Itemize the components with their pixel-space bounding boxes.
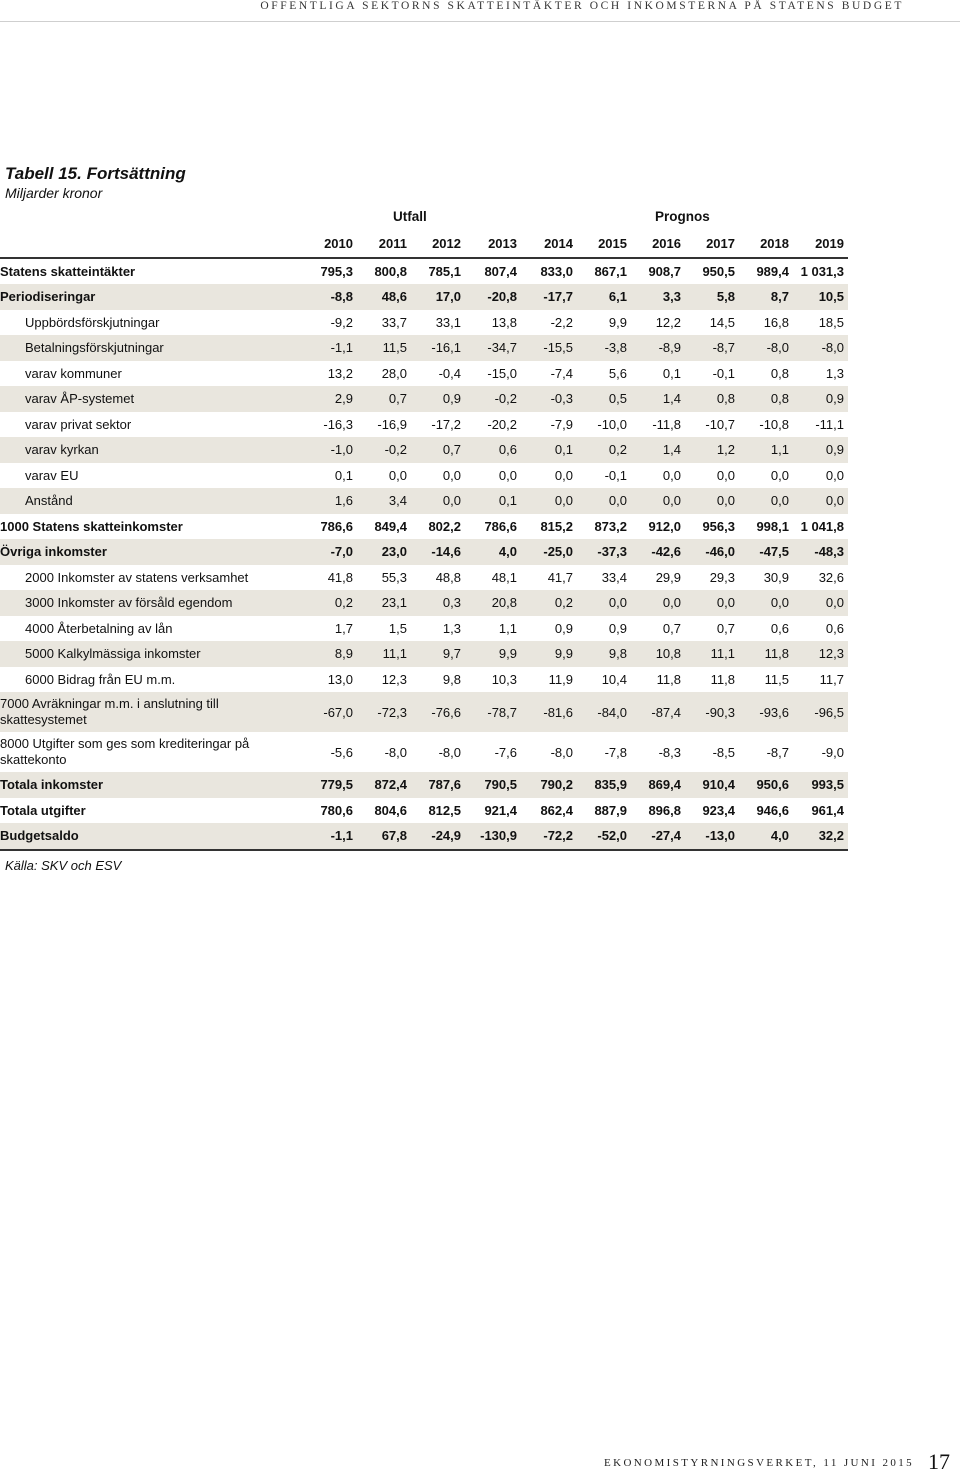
- table-row: [0, 616, 848, 642]
- table-cell: 950,6: [739, 772, 793, 798]
- table-cell: 11,5: [357, 335, 411, 361]
- row-label: Anstånd: [0, 488, 308, 514]
- table-cell: 29,9: [655, 569, 681, 585]
- table-cell: 896,8: [648, 802, 681, 818]
- table-cell: 0,0: [521, 488, 577, 514]
- table-cell: 0,0: [631, 488, 685, 514]
- table-cell: 0,0: [662, 467, 681, 483]
- table-cell: 869,4: [631, 772, 685, 798]
- table-row: [0, 335, 848, 361]
- table-cell: 0,0: [498, 467, 517, 483]
- table-cell: -96,5: [793, 692, 848, 732]
- table-cell: 887,9: [594, 802, 627, 818]
- table-row: [0, 823, 848, 850]
- table-cell: -13,0: [685, 823, 739, 850]
- table-cell: 0,8: [739, 386, 793, 412]
- table-cell: 55,3: [381, 569, 407, 585]
- table-cell: 0,0: [631, 590, 685, 616]
- running-head: OFFENTLIGA SEKTORNS SKATTEINTÄKTER OCH INKOMSTERNA PÅ STATENS BUDGET: [260, 0, 904, 12]
- table-cell: 4,0: [739, 823, 793, 850]
- table-cell: 48,8: [435, 569, 461, 585]
- row-label: varav kyrkan: [0, 437, 308, 463]
- table-cell: -3,8: [577, 335, 631, 361]
- table-cell: -81,6: [521, 692, 577, 732]
- row-label: Budgetsaldo: [0, 823, 308, 850]
- table-cell: 0,6: [825, 620, 844, 636]
- table-cell: 9,9: [465, 641, 521, 667]
- table-cell: -72,2: [521, 823, 577, 850]
- budget-table: [0, 231, 848, 851]
- table-cell: 0,1: [662, 365, 681, 381]
- year-header: 2014: [521, 231, 577, 258]
- table-cell: 0,0: [825, 467, 844, 483]
- row-label: Statens skatteintäkter: [0, 263, 136, 279]
- table-cell: 9,8: [577, 641, 631, 667]
- table-cell: 48,1: [491, 569, 517, 585]
- table-row: [0, 798, 848, 824]
- table-cell: 867,1: [594, 263, 627, 279]
- table-cell: 0,0: [739, 488, 793, 514]
- table-cell: 12,3: [381, 671, 407, 687]
- row-label: Betalningsförskjutningar: [0, 335, 308, 361]
- table-row: [0, 590, 848, 616]
- table-cell: -8,0: [739, 335, 793, 361]
- table-cell: 0,0: [716, 467, 735, 483]
- table-cell: 0,0: [577, 488, 631, 514]
- table-cell: 12,3: [793, 641, 848, 667]
- table-cell: 795,3: [320, 263, 353, 279]
- table-cell: 11,8: [739, 641, 793, 667]
- table-cell: 9,8: [442, 671, 461, 687]
- table-cell: -16,3: [323, 416, 353, 432]
- table-cell: 950,5: [702, 263, 735, 279]
- table-cell: 1,7: [334, 620, 353, 636]
- table-cell: 29,3: [709, 569, 735, 585]
- table-cell: -8,5: [712, 744, 735, 760]
- year-header: 2011: [357, 231, 411, 258]
- table-cell: 4,0: [465, 539, 521, 565]
- table-cell: -93,6: [739, 692, 793, 732]
- row-label: Totala utgifter: [0, 802, 86, 818]
- table-cell: -9,2: [330, 314, 353, 330]
- table-cell: 998,1: [756, 518, 789, 534]
- year-header: 2012: [411, 231, 465, 258]
- table-cell: 786,6: [484, 518, 517, 534]
- table-cell: 0,7: [662, 620, 681, 636]
- table-cell: -8,0: [793, 335, 848, 361]
- table-cell: -87,4: [631, 692, 685, 732]
- table-cell: 30,9: [763, 569, 789, 585]
- table-cell: 1,3: [442, 620, 461, 636]
- table-cell: 13,2: [327, 365, 353, 381]
- footer-publisher: EKONOMISTYRNINGSVERKET, 11 JUNI 2015: [604, 1457, 915, 1469]
- table-cell: -8,0: [384, 744, 407, 760]
- table-cell: 921,4: [484, 802, 517, 818]
- table-cell: -15,5: [521, 335, 577, 361]
- table-cell: 1 041,8: [800, 518, 844, 534]
- label-header: [0, 231, 308, 258]
- table-cell: -7,8: [604, 744, 627, 760]
- year-header: 2018: [739, 231, 793, 258]
- table-row: [0, 692, 848, 732]
- table-cell: 0,6: [465, 437, 521, 463]
- table-cell: 0,0: [739, 590, 793, 616]
- table-cell: -5,6: [330, 744, 353, 760]
- table-cell: 0,0: [388, 467, 407, 483]
- table-cell: -11,1: [815, 416, 844, 432]
- table-cell: -8,8: [308, 284, 357, 310]
- table-row: [0, 514, 848, 540]
- table-cell: -14,6: [411, 539, 465, 565]
- row-label: Periodiseringar: [0, 284, 308, 310]
- table-row: [0, 361, 848, 387]
- row-label: 5000 Kalkylmässiga inkomster: [0, 641, 308, 667]
- table-cell: 812,5: [428, 802, 461, 818]
- table-cell: 1,5: [388, 620, 407, 636]
- table-source: Källa: SKV och ESV: [5, 858, 122, 873]
- year-header: 2019: [793, 231, 848, 258]
- year-header: 2015: [577, 231, 631, 258]
- table-cell: 0,2: [577, 437, 631, 463]
- table-cell: 0,0: [554, 467, 573, 483]
- table-cell: -11,8: [652, 416, 681, 432]
- table-cell: 11,9: [548, 671, 573, 687]
- table-cell: 910,4: [685, 772, 739, 798]
- table-cell: 873,2: [594, 518, 627, 534]
- table-cell: 0,0: [793, 488, 848, 514]
- table-cell: 32,2: [793, 823, 848, 850]
- table-cell: 10,3: [491, 671, 517, 687]
- table-cell: 946,6: [756, 802, 789, 818]
- table-cell: 0,0: [411, 488, 465, 514]
- table-cell: -8,7: [685, 335, 739, 361]
- table-cell: 9,9: [521, 641, 577, 667]
- table-cell: 800,8: [374, 263, 407, 279]
- table-cell: -0,3: [521, 386, 577, 412]
- table-cell: 1,3: [825, 365, 844, 381]
- table-cell: 0,9: [793, 437, 848, 463]
- table-cell: -90,3: [685, 692, 739, 732]
- row-label: Totala inkomster: [0, 772, 308, 798]
- table-cell: 16,8: [763, 314, 789, 330]
- table-cell: 835,9: [577, 772, 631, 798]
- table-cell: -8,0: [550, 744, 573, 760]
- table-cell: 0,8: [770, 365, 789, 381]
- table-cell: 0,7: [357, 386, 411, 412]
- table-cell: 11,7: [819, 671, 844, 687]
- table-cell: 0,3: [411, 590, 465, 616]
- table-cell: 32,6: [818, 569, 844, 585]
- table-cell: -7,0: [308, 539, 357, 565]
- table-cell: 0,7: [411, 437, 465, 463]
- table-row: [0, 386, 848, 412]
- table-row: [0, 437, 848, 463]
- table-cell: -1,0: [308, 437, 357, 463]
- table-cell: -48,3: [793, 539, 848, 565]
- table-cell: 0,1: [334, 467, 353, 483]
- row-label: [0, 732, 308, 772]
- table-cell: 9,7: [411, 641, 465, 667]
- row-label: 2000 Inkomster av statens verksamhet: [25, 569, 249, 585]
- table-cell: 0,1: [465, 488, 521, 514]
- table-cell: 23,1: [357, 590, 411, 616]
- table-row: [0, 488, 848, 514]
- table-cell: 0,7: [716, 620, 735, 636]
- table-cell: 13,0: [327, 671, 353, 687]
- table-cell: 0,9: [608, 620, 627, 636]
- table-cell: 28,0: [381, 365, 407, 381]
- table-cell: -10,8: [759, 416, 789, 432]
- table-cell: 41,8: [327, 569, 353, 585]
- table-cell: 33,4: [601, 569, 627, 585]
- table-cell: 41,7: [547, 569, 573, 585]
- table-cell: -0,2: [465, 386, 521, 412]
- table-cell: 908,7: [648, 263, 681, 279]
- table-row: [0, 463, 848, 489]
- table-row: [0, 565, 848, 591]
- table-cell: 33,7: [381, 314, 407, 330]
- table-cell: -0,1: [604, 467, 627, 483]
- table-cell: 3,3: [631, 284, 685, 310]
- table-cell: -37,3: [577, 539, 631, 565]
- row-label: varav EU: [25, 467, 79, 483]
- row-label: 1000 Statens skatteinkomster: [0, 518, 183, 534]
- table-cell: 11,8: [656, 671, 681, 687]
- table-cell: 815,2: [540, 518, 573, 534]
- row-label: [0, 692, 308, 732]
- table-cell: 0,0: [577, 590, 631, 616]
- table-cell: -1,1: [308, 335, 357, 361]
- table-cell: -20,8: [465, 284, 521, 310]
- table-cell: -0,1: [712, 365, 735, 381]
- table-cell: 10,5: [793, 284, 848, 310]
- table-cell: 11,5: [764, 671, 789, 687]
- table-cell: 0,2: [308, 590, 357, 616]
- table-cell: 923,4: [702, 802, 735, 818]
- page-number: 17: [928, 1449, 950, 1474]
- table-cell: 1,4: [631, 437, 685, 463]
- table-cell: 790,2: [521, 772, 577, 798]
- table-cell: -10,7: [705, 416, 735, 432]
- table-cell: -7,6: [494, 744, 517, 760]
- table-cell: -7,9: [550, 416, 573, 432]
- table-cell: 13,8: [491, 314, 517, 330]
- header-divider: [0, 21, 960, 22]
- table-cell: 11,1: [685, 641, 739, 667]
- table-cell: 872,4: [357, 772, 411, 798]
- table-cell: 23,0: [357, 539, 411, 565]
- row-label: varav kommuner: [25, 365, 122, 381]
- table-row: [0, 641, 848, 667]
- table-cell: 0,5: [577, 386, 631, 412]
- table-cell: 2,9: [308, 386, 357, 412]
- year-header: 2016: [631, 231, 685, 258]
- table-cell: -2,2: [550, 314, 573, 330]
- table-cell: 807,4: [484, 263, 517, 279]
- table-cell: 0,9: [411, 386, 465, 412]
- table-cell: -16,9: [377, 416, 407, 432]
- table-cell: 0,9: [554, 620, 573, 636]
- table-cell: 0,9: [793, 386, 848, 412]
- table-cell: -17,2: [431, 416, 461, 432]
- table-cell: -7,4: [550, 365, 573, 381]
- table-row: [0, 310, 848, 336]
- table-cell: 0,6: [770, 620, 789, 636]
- table-cell: -8,3: [658, 744, 681, 760]
- year-header: 2017: [685, 231, 739, 258]
- table-cell: 12,2: [655, 314, 681, 330]
- table-cell: 17,0: [411, 284, 465, 310]
- table-cell: -67,0: [308, 692, 357, 732]
- table-cell: 802,2: [428, 518, 461, 534]
- table-cell: 1,1: [739, 437, 793, 463]
- table-cell: -46,0: [685, 539, 739, 565]
- table-cell: 912,0: [648, 518, 681, 534]
- table-row: [0, 667, 848, 693]
- table-cell: 1,1: [498, 620, 517, 636]
- table-cell: 786,6: [320, 518, 353, 534]
- row-label: varav privat sektor: [25, 416, 132, 432]
- table-cell: -130,9: [465, 823, 521, 850]
- table-cell: -52,0: [577, 823, 631, 850]
- table-row: [0, 539, 848, 565]
- row-label: Uppbördsförskjutningar: [25, 314, 160, 330]
- table-row: [0, 284, 848, 310]
- table-cell: -8,0: [438, 744, 461, 760]
- group-header-utfall: Utfall: [393, 209, 427, 224]
- table-cell: 993,5: [793, 772, 848, 798]
- table-row: [0, 258, 848, 285]
- table-cell: 1,6: [308, 488, 357, 514]
- table-cell: 804,6: [374, 802, 407, 818]
- table-cell: 14,5: [709, 314, 735, 330]
- table-cell: 0,0: [793, 590, 848, 616]
- row-label-text: 8000 Utgifter som ges som krediteringar på skattekonto: [0, 736, 250, 767]
- table-cell: 11,8: [710, 671, 735, 687]
- table-cell: -0,2: [357, 437, 411, 463]
- table-cell: -0,4: [438, 365, 461, 381]
- year-header: 2013: [465, 231, 521, 258]
- table-cell: 18,5: [818, 314, 844, 330]
- table-cell: 5,8: [685, 284, 739, 310]
- table-cell: 33,1: [435, 314, 461, 330]
- table-cell: 785,1: [428, 263, 461, 279]
- table-cell: -47,5: [739, 539, 793, 565]
- table-cell: 67,8: [357, 823, 411, 850]
- table-cell: -24,9: [411, 823, 465, 850]
- table-cell: 48,6: [357, 284, 411, 310]
- row-label: Övriga inkomster: [0, 539, 308, 565]
- table-row: [0, 772, 848, 798]
- table-cell: 862,4: [540, 802, 573, 818]
- table-cell: 849,4: [374, 518, 407, 534]
- row-label: 3000 Inkomster av försåld egendom: [0, 590, 308, 616]
- table-cell: -84,0: [577, 692, 631, 732]
- table-cell: -20,2: [487, 416, 517, 432]
- table-cell: -17,7: [521, 284, 577, 310]
- table-cell: 6,1: [577, 284, 631, 310]
- table-row: [0, 732, 848, 772]
- table-cell: 0,1: [521, 437, 577, 463]
- table-cell: 961,4: [811, 802, 844, 818]
- table-cell: 989,4: [756, 263, 789, 279]
- table-cell: -25,0: [521, 539, 577, 565]
- table-subtitle: Miljarder kronor: [5, 185, 103, 201]
- row-label: 4000 Återbetalning av lån: [25, 620, 173, 636]
- table-cell: -8,7: [766, 744, 789, 760]
- table-cell: 8,7: [739, 284, 793, 310]
- table-cell: 8,9: [308, 641, 357, 667]
- table-cell: 5,6: [608, 365, 627, 381]
- table-cell: -78,7: [465, 692, 521, 732]
- table-cell: -9,0: [821, 744, 844, 760]
- year-header-row: [0, 231, 848, 258]
- table-cell: -27,4: [631, 823, 685, 850]
- table-cell: 0,0: [685, 488, 739, 514]
- table-cell: 9,9: [608, 314, 627, 330]
- table-cell: -15,0: [487, 365, 517, 381]
- table-cell: -76,6: [411, 692, 465, 732]
- table-cell: 0,2: [521, 590, 577, 616]
- row-label-text: 7000 Avräkningar m.m. i anslutning till skattesystemet: [0, 696, 219, 727]
- table-cell: 20,8: [465, 590, 521, 616]
- table-cell: -42,6: [631, 539, 685, 565]
- table-cell: 0,0: [685, 590, 739, 616]
- table-cell: 780,6: [320, 802, 353, 818]
- table-cell: 0,0: [770, 467, 789, 483]
- year-header: 2010: [308, 231, 357, 258]
- table-cell: -10,0: [597, 416, 627, 432]
- table-cell: 3,4: [357, 488, 411, 514]
- table-cell: 790,5: [465, 772, 521, 798]
- table-cell: -8,9: [631, 335, 685, 361]
- table-cell: -34,7: [465, 335, 521, 361]
- table-cell: 1 031,3: [800, 263, 844, 279]
- table-cell: 11,1: [357, 641, 411, 667]
- table-cell: -16,1: [411, 335, 465, 361]
- table-cell: 787,6: [411, 772, 465, 798]
- table-cell: 833,0: [540, 263, 573, 279]
- row-label: varav ÅP-systemet: [0, 386, 308, 412]
- table-row: [0, 412, 848, 438]
- table-cell: -72,3: [357, 692, 411, 732]
- table-cell: 1,4: [631, 386, 685, 412]
- table-cell: 956,3: [702, 518, 735, 534]
- table-cell: 779,5: [308, 772, 357, 798]
- group-header-prognos: Prognos: [655, 209, 710, 224]
- table-cell: -1,1: [308, 823, 357, 850]
- table-cell: 0,0: [442, 467, 461, 483]
- table-title: Tabell 15. Fortsättning: [5, 164, 186, 183]
- table-cell: 0,8: [685, 386, 739, 412]
- row-label: 6000 Bidrag från EU m.m.: [25, 671, 176, 687]
- table-cell: 10,8: [631, 641, 685, 667]
- table-cell: 10,4: [601, 671, 627, 687]
- table-cell: 1,2: [685, 437, 739, 463]
